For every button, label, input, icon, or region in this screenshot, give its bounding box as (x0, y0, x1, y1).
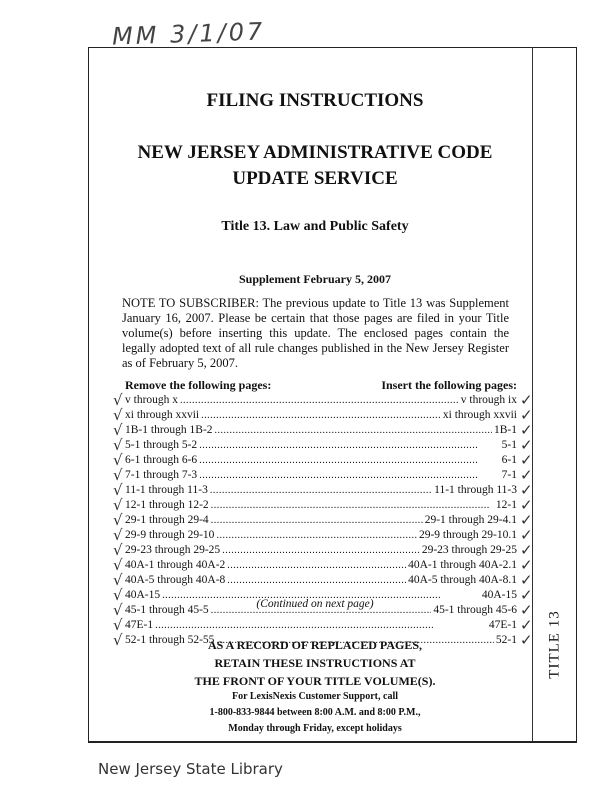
checkmark-icon: √ (113, 481, 123, 499)
remove-pages-cell: 11-1 through 11-3 (125, 484, 208, 496)
dot-leader (199, 438, 499, 453)
checkmark-icon: ✓ (520, 571, 533, 589)
checkmark-icon: ✓ (520, 586, 533, 604)
insert-pages-cell: 47E-1 (488, 619, 517, 631)
subtitle-line-1: NEW JERSEY ADMINISTRATIVE CODE (137, 142, 493, 163)
checkmark-icon: ✓ (520, 421, 533, 439)
checkmark-icon: ✓ (520, 541, 533, 559)
dot-leader (211, 513, 423, 528)
insert-pages-cell: 12-1 (495, 499, 517, 511)
table-row (125, 483, 517, 498)
record-line-1: AS A RECORD OF REPLACED PAGES, (207, 638, 423, 652)
table-row (125, 558, 517, 573)
insert-pages-cell: 52-1 (495, 634, 517, 646)
library-stamp: New Jersey State Library (98, 760, 283, 778)
title-subject: Title 13. Law and Public Safety (221, 219, 409, 234)
remove-pages-cell: v through x (125, 394, 179, 406)
checkmark-icon: √ (113, 586, 123, 604)
insert-pages-cell: 40A-1 through 40A-2.1 (408, 559, 517, 571)
remove-pages-cell: 45-1 through 45-5 (125, 604, 209, 616)
subtitle (120, 140, 510, 192)
checkmark-icon: √ (113, 496, 123, 514)
checkmark-icon: √ (113, 466, 123, 484)
table-row (125, 453, 517, 468)
dot-leader (210, 483, 432, 498)
remove-pages-cell: 29-9 through 29-10 (125, 529, 215, 541)
customer-support (120, 689, 510, 737)
table-row (125, 528, 517, 543)
table-row (125, 393, 517, 408)
supplement-date: Supplement February 5, 2007 (238, 272, 391, 286)
insert-pages-cell: 45-1 through 45-6 (433, 604, 517, 616)
record-instructions (120, 636, 510, 690)
dot-leader (227, 558, 406, 573)
support-line-2: 1-800-833-9844 between 8:00 A.M. and 8:00 P.M., (209, 707, 421, 718)
checkmark-icon: √ (113, 511, 123, 529)
checkmark-icon: √ (113, 601, 123, 619)
checkmark-icon: √ (113, 556, 123, 574)
remove-pages-cell: 40A-1 through 40A-2 (125, 559, 226, 571)
continued-note: (Continued on next page) (256, 598, 374, 610)
table-row (125, 423, 517, 438)
checkmark-icon: ✓ (520, 451, 533, 469)
checkmark-icon: √ (113, 451, 123, 469)
remove-pages-cell: 40A-15 (125, 589, 161, 601)
checkmark-icon: ✓ (520, 496, 533, 514)
dot-leader (199, 468, 499, 483)
dot-leader (211, 498, 494, 513)
subtitle-line-2: UPDATE SERVICE (232, 168, 398, 189)
table-row (125, 543, 517, 558)
insert-pages-cell: 40A-5 through 40A-8.1 (408, 574, 517, 586)
checkmark-icon: ✓ (520, 601, 533, 619)
insert-pages-cell: 5-1 (501, 439, 517, 451)
checkmark-icon: ✓ (520, 631, 533, 649)
remove-pages-header: Remove the following pages: (125, 378, 272, 392)
dot-leader (215, 423, 492, 438)
remove-pages-cell: 47E-1 (125, 619, 154, 631)
checkmark-icon: √ (113, 391, 123, 409)
checkmark-icon: ✓ (520, 436, 533, 454)
insert-pages-cell: 11-1 through 11-3 (434, 484, 517, 496)
insert-pages-cell: 7-1 (501, 469, 517, 481)
remove-pages-cell: 40A-5 through 40A-8 (125, 574, 226, 586)
insert-pages-cell: 1B-1 (494, 424, 517, 436)
record-line-3: THE FRONT OF YOUR TITLE VOLUME(S). (194, 674, 436, 688)
dot-leader (155, 618, 487, 633)
dot-leader (216, 528, 417, 543)
dot-leader (199, 453, 499, 468)
remove-pages-cell: 29-1 through 29-4 (125, 514, 209, 526)
remove-pages-cell: 5-1 through 5-2 (125, 439, 198, 451)
table-row (125, 573, 517, 588)
support-line-1: For LexisNexis Customer Support, call (231, 691, 398, 702)
checkmark-icon: √ (113, 421, 123, 439)
pages-table-header (125, 378, 517, 393)
table-row (125, 408, 517, 423)
subscriber-note: NOTE TO SUBSCRIBER: The previous update to Title 13 was Supplement January 16, 2007. Please be certain that those pages are filed in your Title volume(s) before inserting this update. The enclosed pages contain the legally adopted text of all rule changes published in the New Jersey Register as of February 5, 2007. (122, 296, 509, 370)
spine-title-label: TITLE 13 (546, 610, 563, 679)
checkmark-icon: ✓ (520, 406, 533, 424)
remove-pages-cell: 1B-1 through 1B-2 (125, 424, 213, 436)
remove-pages-cell: 52-1 through 52-55 (125, 634, 215, 646)
checkmark-icon: √ (113, 616, 123, 634)
table-row (125, 498, 517, 513)
handwritten-note: MM 3/1/07 (111, 17, 266, 51)
table-row (125, 618, 517, 633)
insert-pages-cell: 40A-15 (481, 589, 517, 601)
dot-leader (227, 573, 406, 588)
page-title: FILING INSTRUCTIONS (206, 90, 424, 111)
table-row (125, 438, 517, 453)
insert-pages-cell: 29-23 through 29-25 (421, 544, 517, 556)
dot-leader (201, 408, 441, 423)
bottom-rule (88, 741, 577, 743)
checkmark-icon: ✓ (520, 526, 533, 544)
checkmark-icon: ✓ (520, 466, 533, 484)
checkmark-icon: √ (113, 526, 123, 544)
dot-leader (222, 543, 420, 558)
remove-pages-cell: 6-1 through 6-6 (125, 454, 198, 466)
checkmark-icon: √ (113, 436, 123, 454)
insert-pages-cell: xi through xxvii (442, 409, 517, 421)
remove-pages-cell: xi through xxvii (125, 409, 200, 421)
table-row (125, 468, 517, 483)
checkmark-icon: ✓ (520, 391, 533, 409)
remove-pages-cell: 29-23 through 29-25 (125, 544, 221, 556)
checkmark-icon: √ (113, 631, 123, 649)
checkmark-icon: ✓ (520, 556, 533, 574)
checkmark-icon: ✓ (520, 616, 533, 634)
record-line-2: RETAIN THESE INSTRUCTIONS AT (214, 656, 416, 670)
checkmark-icon: √ (113, 571, 123, 589)
insert-pages-cell: 29-9 through 29-10.1 (418, 529, 517, 541)
checkmark-icon: √ (113, 406, 123, 424)
table-row (125, 513, 517, 528)
checkmark-icon: ✓ (520, 481, 533, 499)
insert-pages-cell: v through ix (460, 394, 517, 406)
insert-pages-header: Insert the following pages: (381, 378, 517, 392)
remove-pages-cell: 12-1 through 12-2 (125, 499, 209, 511)
insert-pages-cell: 6-1 (501, 454, 517, 466)
checkmark-icon: ✓ (520, 511, 533, 529)
support-line-3: Monday through Friday, except holidays (228, 723, 402, 734)
dot-leader (180, 393, 459, 408)
remove-pages-cell: 7-1 through 7-3 (125, 469, 198, 481)
checkmark-icon: √ (113, 541, 123, 559)
insert-pages-cell: 29-1 through 29-4.1 (424, 514, 517, 526)
